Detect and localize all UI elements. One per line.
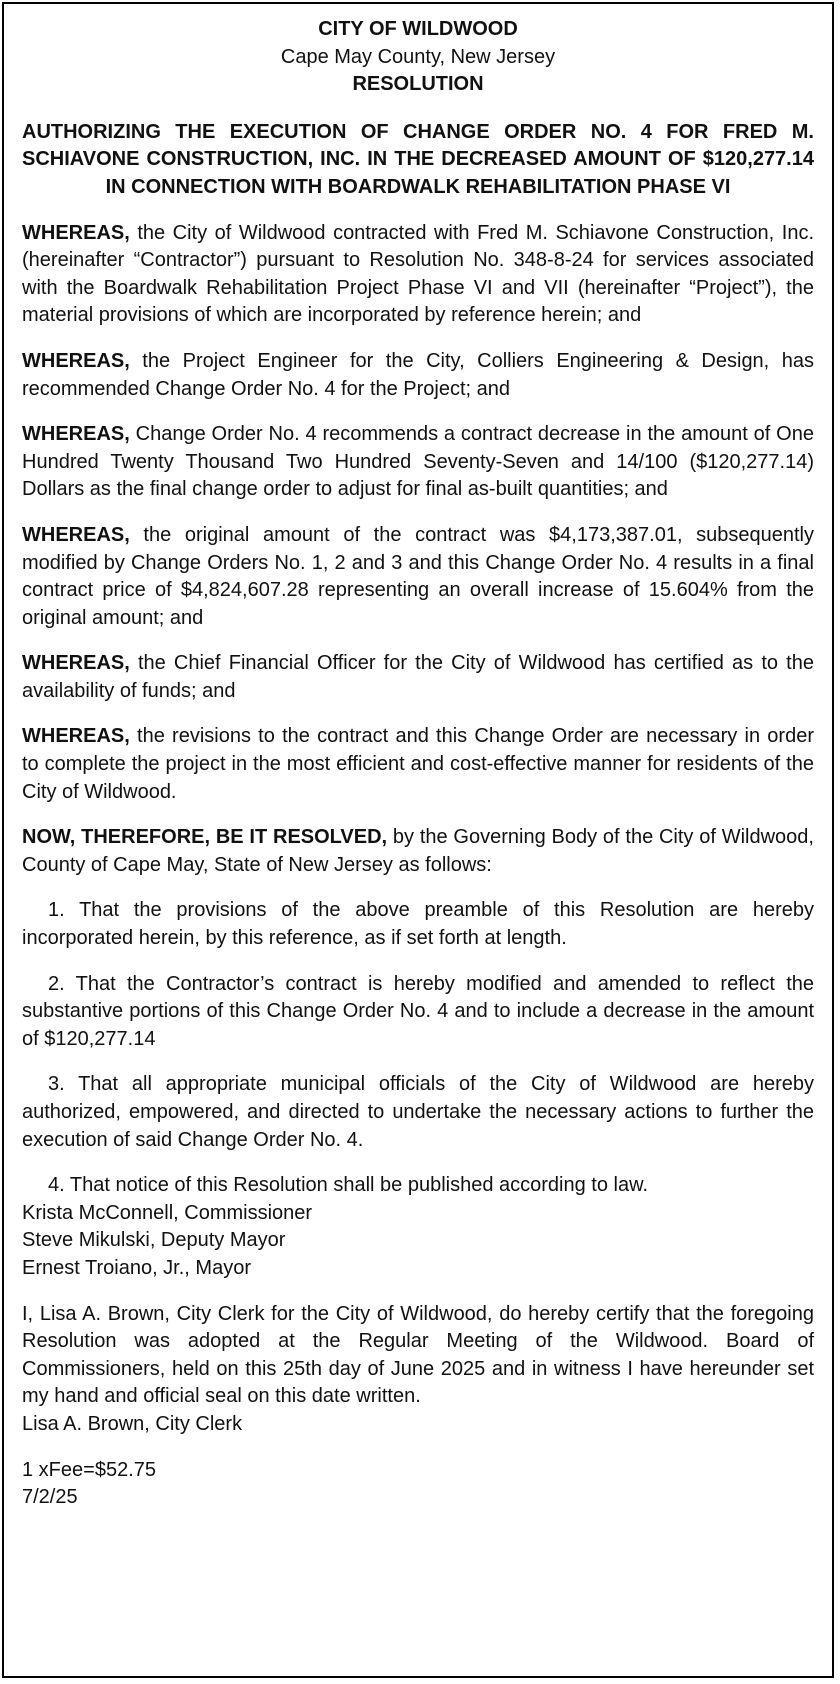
clause-lead: WHEREAS,	[22, 523, 130, 546]
clause-lead: WHEREAS,	[22, 652, 130, 675]
city-name: CITY OF WILDWOOD	[318, 18, 518, 40]
whereas-clause	[22, 723, 814, 806]
whereas-clause	[22, 522, 814, 632]
signatory: Ernest Troiano, Jr., Mayor	[22, 1256, 251, 1279]
document-type: RESOLUTION	[352, 73, 484, 96]
publication-date: 7/2/25	[22, 1486, 78, 1509]
notice-header	[22, 16, 814, 99]
whereas-clause	[22, 421, 814, 504]
whereas-clause	[22, 220, 814, 330]
whereas-clause	[22, 348, 814, 403]
clerk-certification	[22, 1301, 814, 1439]
signatory-list	[22, 1200, 814, 1283]
resolution-item: 2. That the Contractor’s contract is hereby modified and amended to reflect the substantive portions of this Change Order No. 4 and to include a decrease in the amount of $120,277.14	[22, 972, 814, 1050]
clerk-signature: Lisa A. Brown, City Clerk	[22, 1412, 243, 1435]
clause-lead: WHEREAS,	[22, 423, 130, 446]
resolution-item: 1. That the provisions of the above preamble of this Resolution are hereby incorporated herein, by this reference, as if set forth at length.	[22, 899, 814, 950]
clause-text: the City of Wildwood contracted with Fred M. Schiavone Construction, Inc. (hereinafter “Contractor”) pursuant to Resolution No. 348-8-24 for services associated with the Boardwalk Rehabilitation Project Phase VI and VII (hereinafter “Project”), the material provisions of which are incorporated by reference herein; and	[22, 221, 814, 327]
legal-notice	[2, 2, 834, 1678]
resolved-clause	[22, 824, 814, 879]
clause-lead: WHEREAS,	[22, 725, 130, 748]
resolution-item: 4. That notice of this Resolution shall be published according to law.	[48, 1174, 648, 1197]
whereas-clause	[22, 650, 814, 705]
resolved-lead: NOW, THEREFORE, BE IT RESOLVED,	[22, 826, 388, 849]
resolved-text: by the Governing Body of the City of Wildwood, County of Cape May, State of New Jersey as follows:	[22, 826, 814, 876]
clause-text: the Project Engineer for the City, Colliers Engineering & Design, has recommended Change Order No. 4 for the Project; and	[22, 349, 814, 400]
signatory: Krista McConnell, Commissioner	[22, 1201, 313, 1224]
clause-text: Change Order No. 4 recommends a contract decrease in the amount of One Hundred Twenty Thousand Two Hundred Seventy-Seven and 14/100 ($120,277.14) Dollars as the final change order to adjust for final as-built quantities; and	[22, 423, 814, 501]
publication-fee: 1 xFee=$52.75	[22, 1458, 156, 1481]
clause-lead: WHEREAS,	[22, 221, 130, 244]
resolution-title: AUTHORIZING THE EXECUTION OF CHANGE ORDER NO. 4 FOR FRED M. SCHIAVONE CONSTRUCTION, INC. IN THE DECREASED AMOUNT OF $120,277.14 IN CONNECTION WITH BOARDWALK REHABILITATION PHASE VI	[22, 120, 814, 198]
clause-text: the revisions to the contract and this Change Order are necessary in order to complete the project in the most efficient and cost-effective manner for residents of the City of Wildwood.	[22, 725, 814, 803]
certification-text: I, Lisa A. Brown, City Clerk for the City of Wildwood, do hereby certify that the foregoing Resolution was adopted at the Regular Meeting of the Wildwood. Board of Commissioners, held on this 25th day of June 2025 and in witness I have hereunder set my hand and official seal on this date written.	[22, 1302, 814, 1408]
clause-text: the original amount of the contract was $4,173,387.01, subsequently modified by Change Orders No. 1, 2 and 3 and this Change Order No. 4 results in a final contract price of $4,824,607.28 representing an overall increase of 15.604% from the original amount; and	[22, 523, 814, 629]
clause-lead: WHEREAS,	[22, 349, 130, 372]
signatory: Steve Mikulski, Deputy Mayor	[22, 1229, 286, 1252]
fee-block	[22, 1457, 814, 1512]
resolution-item: 3. That all appropriate municipal officials of the City of Wildwood are hereby authorized, empowered, and directed to undertake the necessary actions to further the execution of said Change Order No. 4.	[22, 1073, 814, 1151]
clause-text: the Chief Financial Officer for the City of Wildwood has certified as to the availability of funds; and	[22, 652, 814, 702]
county-name: Cape May County, New Jersey	[280, 45, 556, 68]
